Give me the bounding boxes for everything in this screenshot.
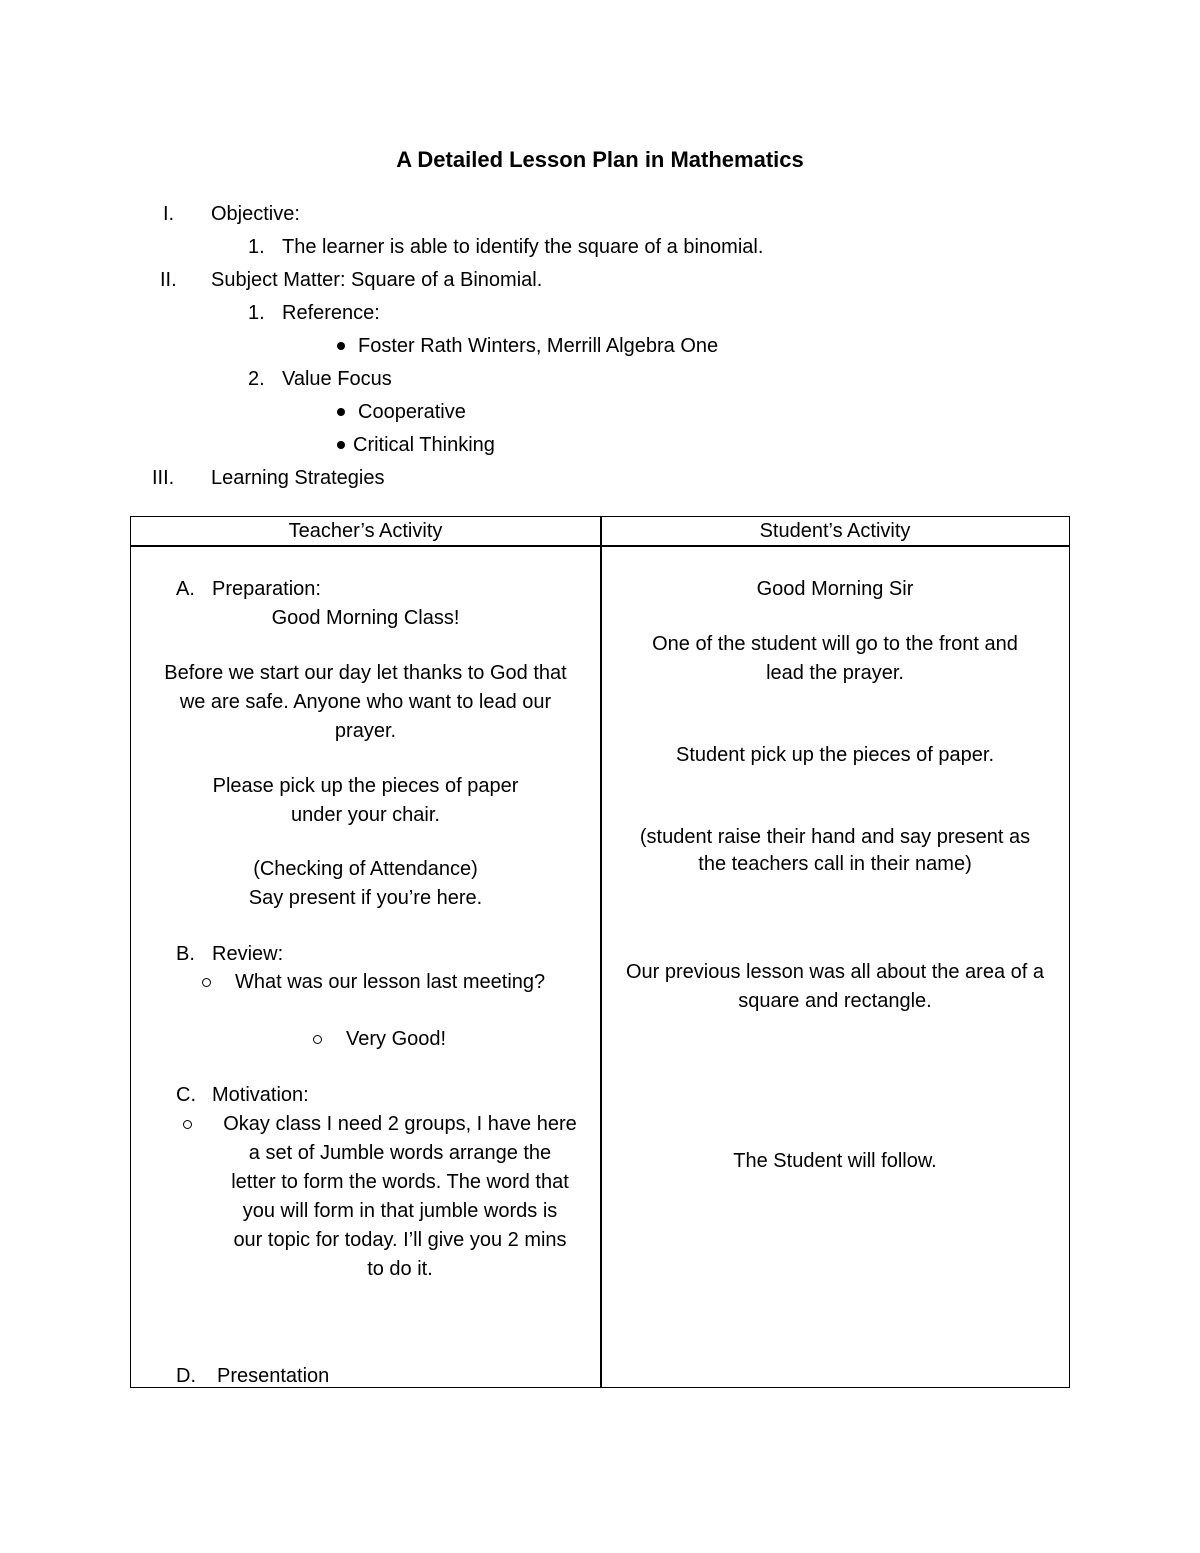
bullet-icon (337, 342, 345, 350)
student-follow: The Student will follow. (733, 1150, 937, 1172)
student-prayer-line: One of the student will go to the front and (652, 633, 1018, 655)
header-divider (131, 545, 1069, 547)
hollow-bullet-icon (202, 978, 211, 987)
teacher-attendance-line: Say present if you’re here. (248, 887, 483, 909)
teacher-prayer-line: prayer. (334, 720, 397, 742)
bullet-icon (337, 408, 345, 416)
teacher-paper-line: under your chair. (291, 804, 440, 826)
objective-1-text: The learner is able to identify the square of a binomial. (282, 236, 764, 258)
preparation-heading: Preparation: (212, 578, 321, 600)
motivation-line: you will form in that jumble words is (242, 1200, 558, 1222)
motivation-line: a set of Jumble words arrange the (248, 1142, 552, 1164)
section-2-numeral: II. (160, 269, 177, 291)
motivation-line: letter to form the words. The word that (231, 1171, 569, 1193)
reference-label: Reference: (282, 302, 380, 324)
review-heading: Review: (212, 943, 284, 965)
motivation-line: our topic for today. I’ll give you 2 mins (233, 1229, 567, 1251)
student-attendance-line: (student raise their hand and say present as (639, 826, 1031, 848)
student-prayer-line: lead the prayer. (766, 662, 904, 684)
teacher-greeting: Good Morning Class! (271, 607, 460, 629)
student-greeting: Good Morning Sir (756, 578, 914, 600)
review-letter: B. (176, 943, 195, 965)
value-focus-label: Value Focus (282, 368, 392, 390)
value-item-cooperative: Cooperative (358, 401, 466, 423)
bullet-icon (337, 441, 345, 449)
teacher-paper-line: Please pick up the pieces of paper (212, 775, 519, 797)
teacher-activity-header: Teacher’s Activity (288, 520, 443, 542)
section-3-numeral: III. (152, 467, 175, 489)
motivation-line: to do it. (367, 1258, 433, 1280)
objective-heading: Objective: (211, 203, 300, 225)
subject-matter-heading: Subject Matter: Square of a Binomial. (211, 269, 543, 291)
learning-strategies-heading: Learning Strategies (211, 467, 385, 489)
review-praise: Very Good! (346, 1028, 447, 1050)
hollow-bullet-icon (313, 1035, 322, 1044)
presentation-letter: D. (176, 1365, 196, 1387)
reference-number: 1. (248, 302, 265, 324)
preparation-letter: A. (176, 578, 195, 600)
student-attendance-line: the teachers call in their name) (698, 853, 972, 875)
motivation-line: Okay class I need 2 groups, I have here (223, 1113, 577, 1135)
student-review-line: square and rectangle. (738, 990, 932, 1012)
presentation-heading: Presentation (217, 1365, 330, 1387)
review-question: What was our lesson last meeting? (235, 971, 546, 993)
student-activity-header: Student’s Activity (759, 520, 911, 542)
student-paper: Student pick up the pieces of paper. (676, 744, 994, 766)
motivation-letter: C. (176, 1084, 196, 1106)
activity-table (130, 516, 1070, 1388)
teacher-prayer-line: Before we start our day let thanks to God that (164, 662, 567, 684)
section-1-numeral: I. (163, 203, 175, 225)
motivation-heading: Motivation: (212, 1084, 309, 1106)
page-title: A Detailed Lesson Plan in Mathematics (396, 147, 804, 172)
hollow-bullet-icon (183, 1120, 192, 1129)
student-review-line: Our previous lesson was all about the area of a (625, 961, 1045, 983)
value-item-critical-thinking: Critical Thinking (353, 434, 495, 456)
teacher-attendance-line: (Checking of Attendance) (253, 858, 478, 880)
reference-item: Foster Rath Winters, Merrill Algebra One (358, 335, 719, 357)
objective-1-number: 1. (248, 236, 265, 258)
teacher-prayer-line: we are safe. Anyone who want to lead our (179, 691, 552, 713)
value-focus-number: 2. (248, 368, 265, 390)
